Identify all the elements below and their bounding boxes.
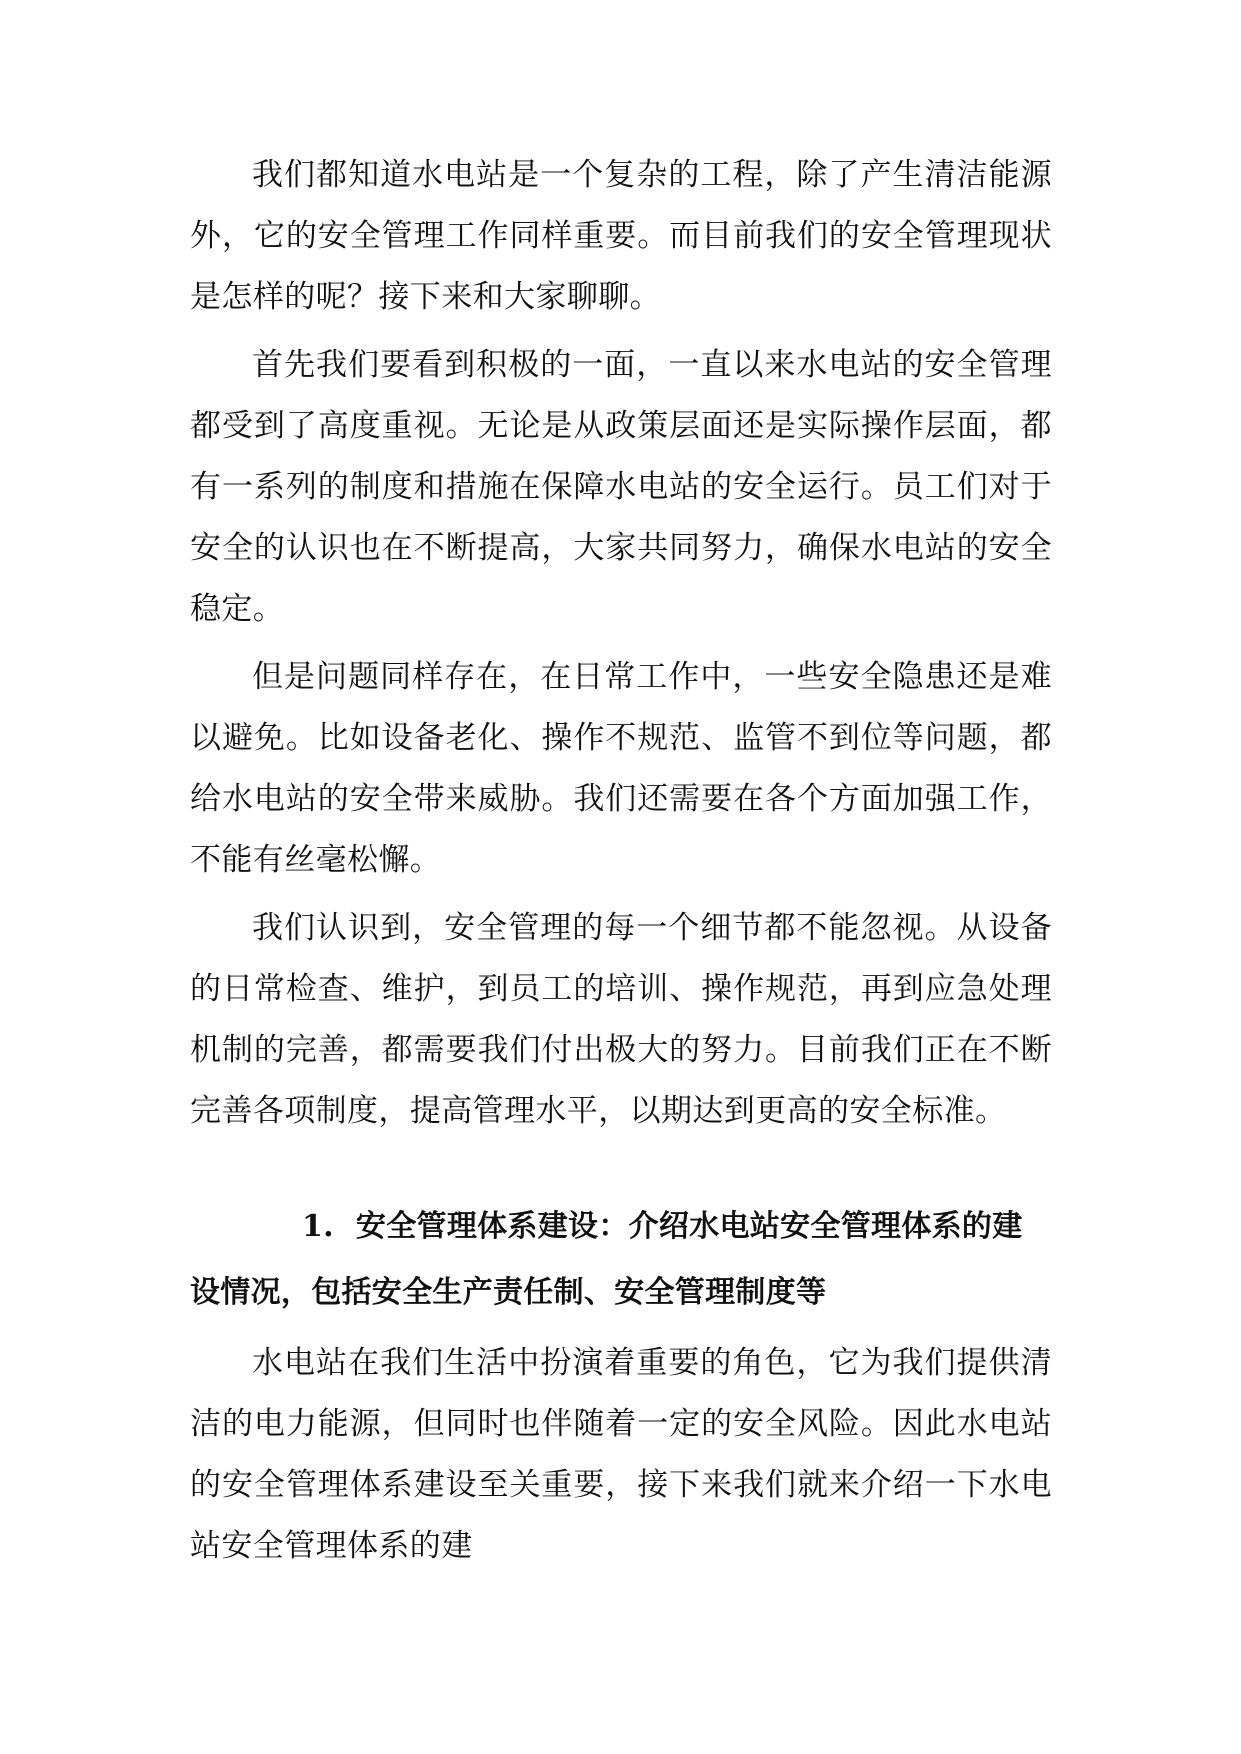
document-page	[190, 145, 1052, 1577]
intro-paragraph-2: 首先我们要看到积极的一面，一直以来水电站的安全管理都受到了高度重视。无论是从政策层面还是实际操作层面，都有一系列的制度和措施在保障水电站的安全运行。员工们对于安全的认识也在不断提高，大家共同努力，确保水电站的安全稳定。	[190, 347, 1052, 627]
intro-paragraph-1: 我们都知道水电站是一个复杂的工程，除了产生清洁能源外，它的安全管理工作同样重要。而目前我们的安全管理现状是怎样的呢？接下来和大家聊聊。	[190, 157, 1052, 315]
section-heading-1	[190, 1194, 1052, 1326]
section-number: 1.	[302, 1209, 334, 1244]
intro-paragraph-4: 我们认识到，安全管理的每一个细节都不能忽视。从设备的日常检查、维护，到员工的培训、操作规范，再到应急处理机制的完善，都需要我们付出极大的努力。目前我们正在不断完善各项制度，提高管理水平，以期达到更高的安全标准。	[190, 910, 1052, 1129]
section-1-paragraph-1: 水电站在我们生活中扮演着重要的角色，它为我们提供清洁的电力能源，但同时也伴随着一定的安全风险。因此水电站的安全管理体系建设至关重要，接下来我们就来介绍一下水电站安全管理体系的建	[190, 1345, 1052, 1564]
intro-paragraph-3: 但是问题同样存在，在日常工作中，一些安全隐患还是难以避免。比如设备老化、操作不规范、监管不到位等问题，都给水电站的安全带来威胁。我们还需要在各个方面加强工作，不能有丝毫松懈。	[190, 659, 1052, 878]
section-title: 安全管理体系建设：介绍水电站安全管理体系的建设情况，包括安全生产责任制、安全管理制度等	[190, 1209, 1023, 1310]
